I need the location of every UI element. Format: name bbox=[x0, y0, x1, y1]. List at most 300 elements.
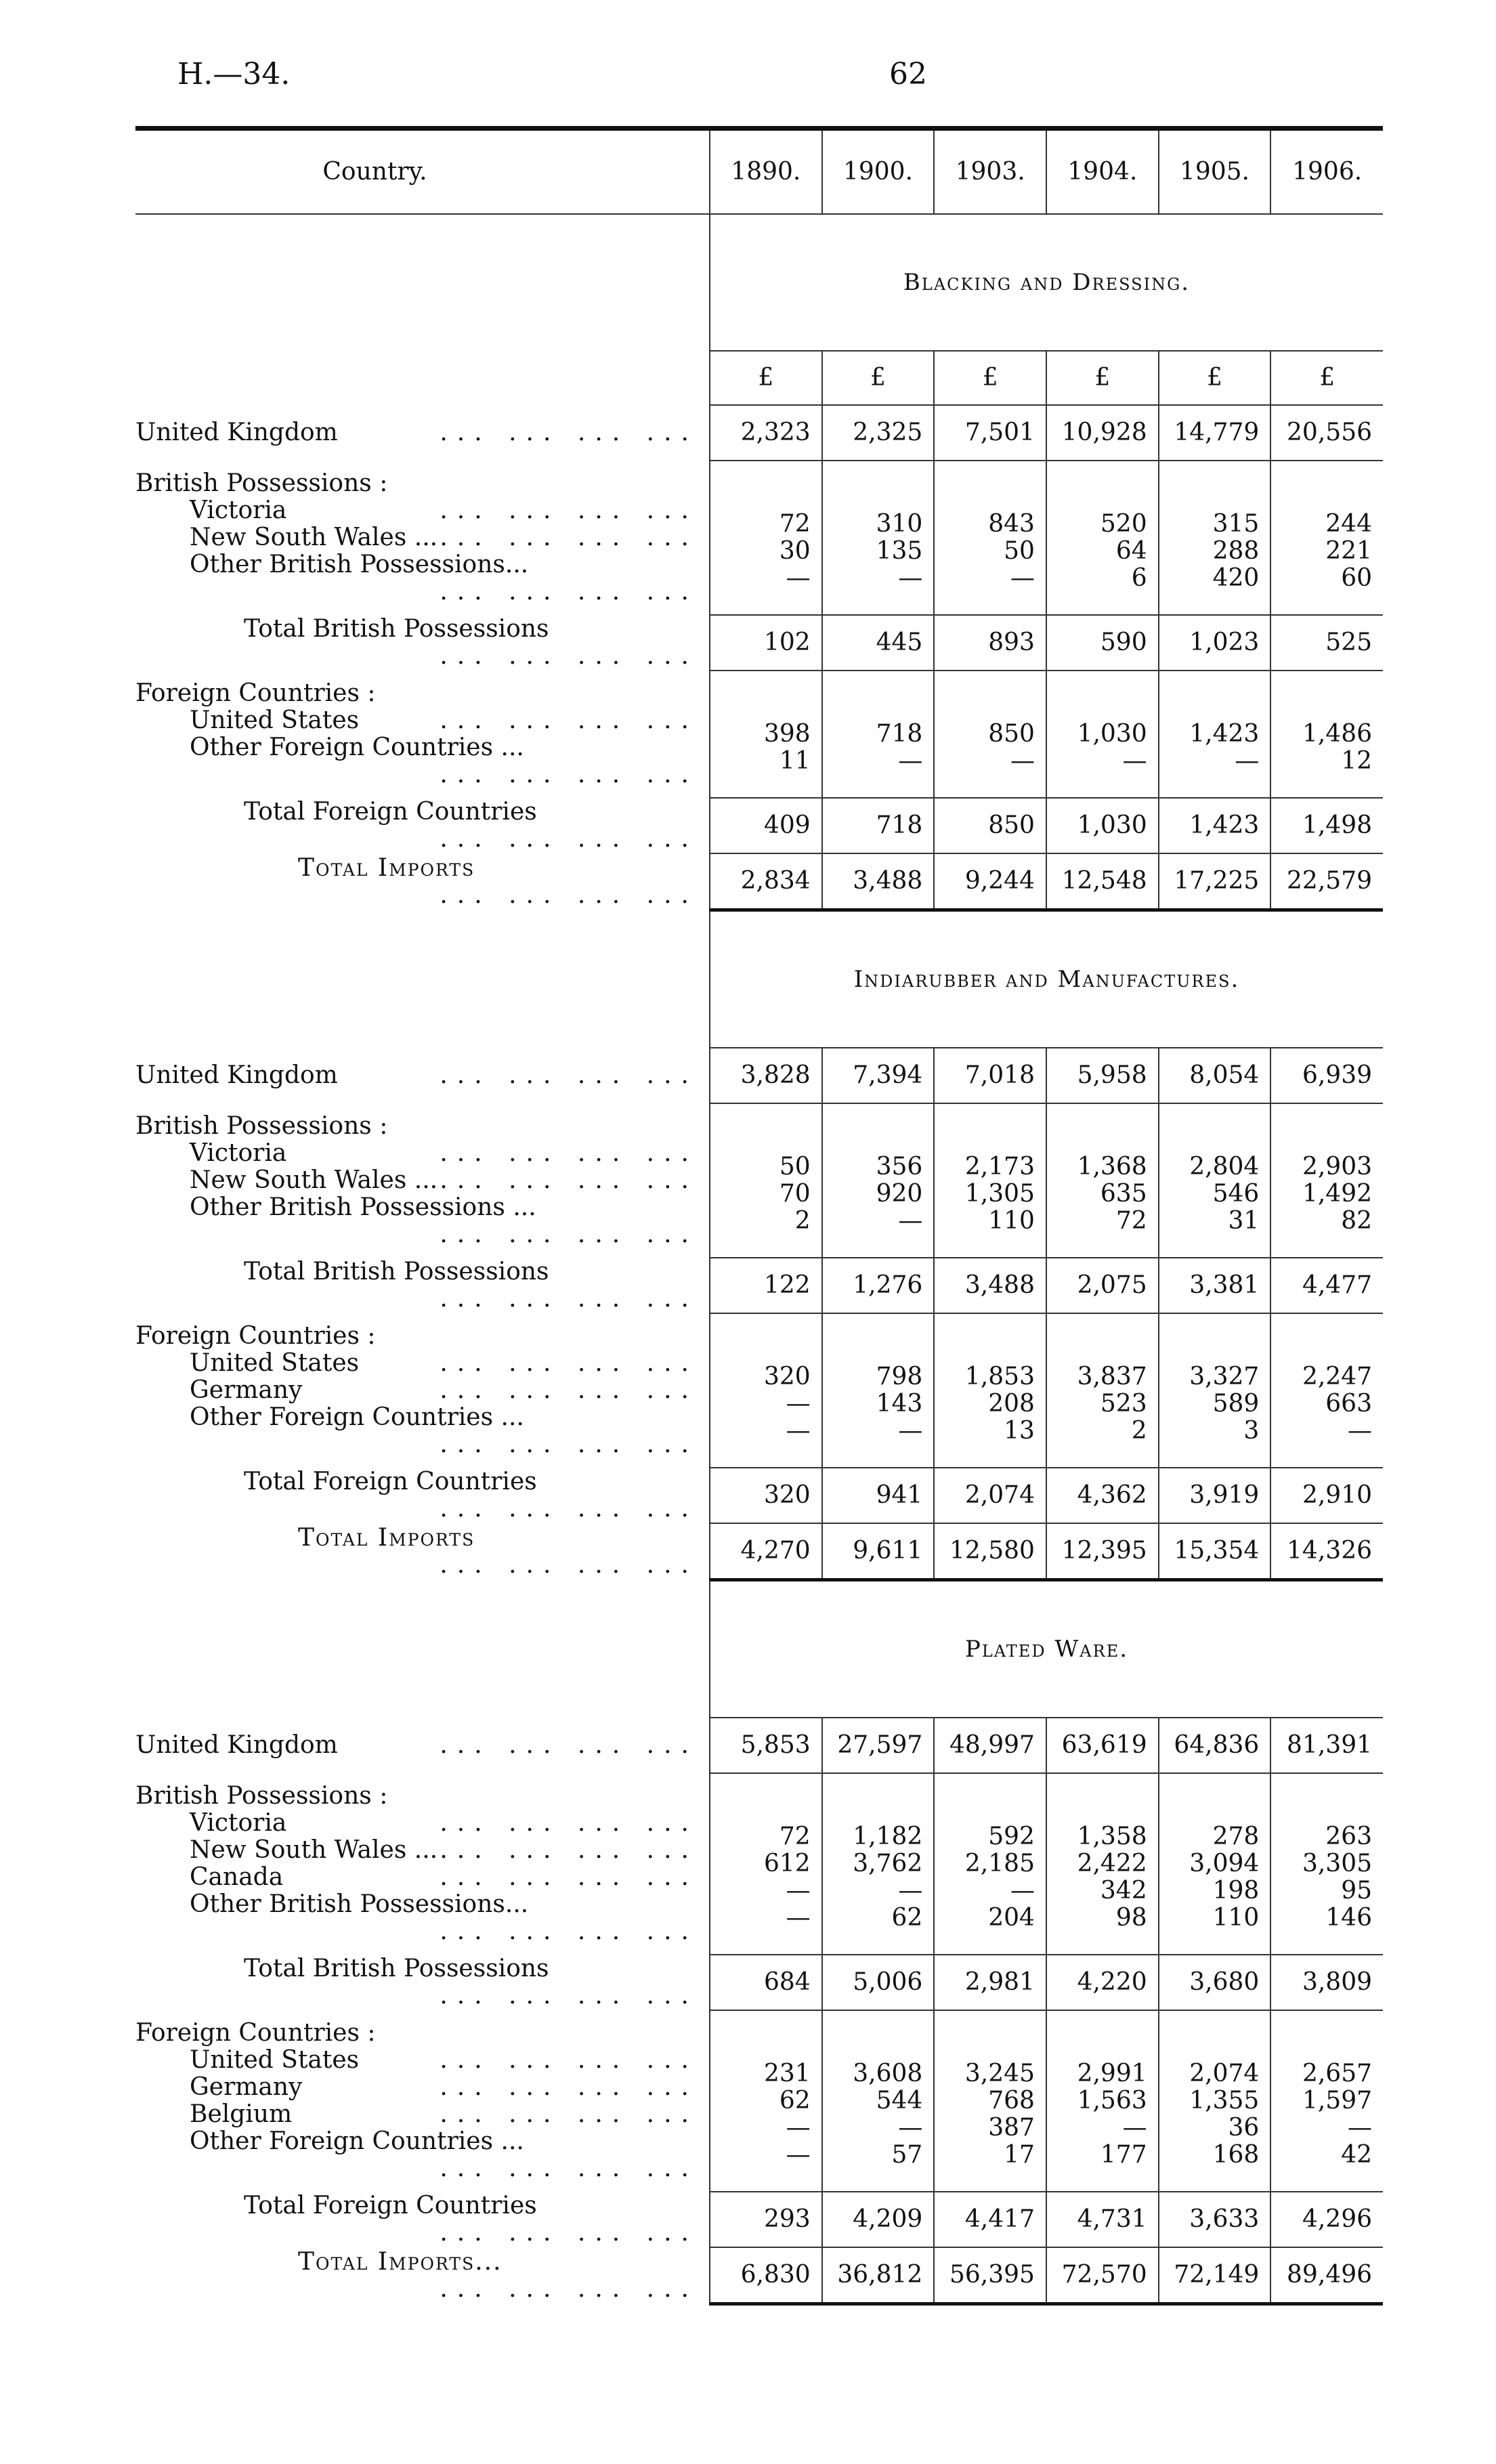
total-value: 4,417 bbox=[934, 2192, 1046, 2247]
value-cell: 320 bbox=[763, 1363, 811, 1390]
value-cell: 177 bbox=[1100, 2141, 1147, 2169]
total-value: 3,633 bbox=[1159, 2192, 1271, 2247]
value-column bbox=[1159, 1103, 1271, 1258]
group-labels bbox=[135, 1103, 710, 1258]
value-cell: 11 bbox=[779, 747, 811, 775]
total-label bbox=[135, 1955, 710, 2010]
value-cell: 72 bbox=[779, 1823, 811, 1850]
country-label bbox=[135, 497, 698, 524]
total-name: Total Foreign Countries bbox=[244, 2192, 537, 2219]
value-cell: 2,173 bbox=[964, 1153, 1035, 1181]
country-label bbox=[135, 734, 698, 788]
value-cell: 1,597 bbox=[1302, 2087, 1372, 2115]
value-cell: 1,368 bbox=[1077, 1153, 1147, 1181]
unit-symbol: £ bbox=[710, 351, 822, 405]
value-cell: 523 bbox=[1100, 1390, 1147, 1418]
value-cell: 143 bbox=[876, 1390, 923, 1418]
unit-symbol: £ bbox=[1159, 351, 1271, 405]
value-cell: 70 bbox=[779, 1180, 811, 1208]
document-reference: H.—34. bbox=[177, 57, 291, 91]
total-value: 4,477 bbox=[1270, 1258, 1383, 1313]
group-heading: Foreign Countries : bbox=[135, 1322, 376, 1350]
value-cell: 2 bbox=[1131, 1417, 1147, 1445]
country-name: Other Foreign Countries ... bbox=[190, 734, 524, 761]
dot-leader: ... ... ... ... bbox=[440, 1430, 698, 1458]
total-value: 4,296 bbox=[1270, 2192, 1383, 2247]
country-name: United Kingdom bbox=[135, 1731, 338, 1759]
group-block-row bbox=[135, 1313, 1383, 1468]
value-cell: 30 bbox=[779, 537, 811, 565]
country-name: Germany bbox=[190, 1376, 303, 1404]
value-cell: 3,828 bbox=[710, 1048, 822, 1103]
value-cell: 62 bbox=[779, 2087, 811, 2115]
table-row bbox=[135, 405, 1383, 461]
country-label bbox=[135, 2047, 698, 2074]
value-cell: — bbox=[786, 2141, 811, 2169]
total-value: 893 bbox=[934, 615, 1046, 671]
value-column bbox=[934, 2010, 1046, 2192]
section-spacer bbox=[135, 910, 710, 1048]
value-cell: 546 bbox=[1212, 1180, 1260, 1208]
total-row bbox=[135, 1468, 1383, 1523]
value-column bbox=[1046, 2010, 1159, 2192]
total-value: 684 bbox=[710, 1955, 822, 2010]
value-cell: 60 bbox=[1341, 564, 1372, 592]
value-cell: 221 bbox=[1325, 537, 1372, 565]
country-name: Other Foreign Countries ... bbox=[190, 1403, 524, 1431]
year-header: 1903. bbox=[934, 129, 1046, 215]
value-column bbox=[1046, 1313, 1159, 1468]
section-title-row bbox=[135, 910, 1383, 1048]
value-cell: 2 bbox=[794, 1207, 811, 1235]
value-column bbox=[822, 1103, 935, 1258]
grand-total-value: 9,611 bbox=[822, 1523, 935, 1580]
section-title: Plated Ware. bbox=[710, 1580, 1383, 1718]
total-value: 4,362 bbox=[1046, 1468, 1159, 1523]
value-cell: 387 bbox=[988, 2114, 1035, 2142]
value-cell: — bbox=[898, 1877, 923, 1905]
value-cell: 278 bbox=[1212, 1823, 1260, 1850]
value-cell: 204 bbox=[988, 1904, 1035, 1932]
group-labels bbox=[135, 461, 710, 615]
group-labels bbox=[135, 1313, 710, 1468]
grand-total-value: 12,395 bbox=[1046, 1523, 1159, 1580]
total-value: 3,809 bbox=[1270, 1955, 1383, 2010]
value-cell: 7,018 bbox=[934, 1048, 1046, 1103]
value-column bbox=[1046, 671, 1159, 798]
country-name: New South Wales ... bbox=[190, 524, 438, 551]
value-cell: 14,779 bbox=[1159, 405, 1271, 461]
value-column bbox=[822, 2010, 935, 2192]
country-label bbox=[135, 1864, 698, 1891]
group-block-row bbox=[135, 671, 1383, 798]
value-cell: 1,355 bbox=[1189, 2087, 1260, 2115]
value-cell: 2,074 bbox=[1189, 2060, 1260, 2087]
value-cell: 310 bbox=[876, 510, 923, 538]
group-labels bbox=[135, 2010, 710, 2192]
total-name: Total Foreign Countries bbox=[244, 1468, 537, 1495]
country-name: Victoria bbox=[190, 496, 287, 524]
grand-total-value: 9,244 bbox=[934, 853, 1046, 910]
total-value: 102 bbox=[710, 615, 822, 671]
year-header: 1906. bbox=[1270, 129, 1383, 215]
group-labels bbox=[135, 1773, 710, 1955]
country-label bbox=[135, 1193, 698, 1248]
country-label bbox=[135, 1167, 698, 1194]
dot-leader: ... ... ... ... bbox=[440, 1550, 698, 1579]
value-cell: 8,054 bbox=[1159, 1048, 1271, 1103]
country-label bbox=[135, 1140, 698, 1167]
value-cell: — bbox=[1348, 1417, 1372, 1445]
value-cell: 31 bbox=[1228, 1207, 1260, 1235]
value-cell: 7,501 bbox=[934, 405, 1046, 461]
value-cell: 64 bbox=[1115, 537, 1147, 565]
value-cell: — bbox=[786, 2114, 811, 2142]
value-column bbox=[1270, 1313, 1383, 1468]
country-name: Other Foreign Countries ... bbox=[190, 2127, 524, 2155]
group-block-row bbox=[135, 1103, 1383, 1258]
unit-symbol: £ bbox=[1046, 351, 1159, 405]
country-name: Canada bbox=[190, 1863, 284, 1891]
country-label bbox=[135, 1350, 698, 1377]
dot-leader: ... ... ... ... bbox=[440, 2046, 698, 2074]
value-cell: 231 bbox=[763, 2060, 811, 2087]
value-cell: — bbox=[898, 747, 923, 775]
total-value: 1,030 bbox=[1046, 798, 1159, 853]
imports-table bbox=[135, 126, 1383, 2306]
country-name: United Kingdom bbox=[135, 1061, 338, 1089]
value-column bbox=[822, 1773, 935, 1955]
grand-total-label bbox=[135, 1523, 710, 1580]
country-label bbox=[135, 405, 710, 461]
value-cell: 1,563 bbox=[1077, 2087, 1147, 2115]
value-cell: 48,997 bbox=[934, 1718, 1046, 1773]
value-cell: 168 bbox=[1212, 2141, 1260, 2169]
unit-spacer bbox=[135, 351, 710, 405]
grand-total-row bbox=[135, 2247, 1383, 2304]
column-header-row bbox=[135, 129, 1383, 215]
dot-leader: ... ... ... ... bbox=[440, 419, 698, 446]
value-cell: — bbox=[1010, 747, 1035, 775]
value-cell: 843 bbox=[988, 510, 1035, 538]
value-column bbox=[822, 1313, 935, 1468]
country-label bbox=[135, 1890, 698, 1945]
value-cell: 3,245 bbox=[964, 2060, 1035, 2087]
group-heading: Foreign Countries : bbox=[135, 2019, 376, 2047]
country-column-header: Country. bbox=[135, 129, 710, 215]
value-cell: 1,492 bbox=[1302, 1180, 1372, 1208]
value-cell: — bbox=[898, 1417, 923, 1445]
total-label bbox=[135, 1468, 710, 1523]
section-title: Indiarubber and Manufactures. bbox=[710, 910, 1383, 1048]
country-name: Other British Possessions ... bbox=[190, 1193, 536, 1221]
value-cell: 1,853 bbox=[964, 1363, 1035, 1390]
value-cell: 315 bbox=[1212, 510, 1260, 538]
value-cell: 110 bbox=[1212, 1904, 1260, 1932]
value-cell: 72 bbox=[779, 510, 811, 538]
value-cell: 5,853 bbox=[710, 1718, 822, 1773]
total-value: 4,209 bbox=[822, 2192, 935, 2247]
country-name: New South Wales ... bbox=[190, 1836, 438, 1864]
year-header: 1904. bbox=[1046, 129, 1159, 215]
dot-leader: ... ... ... ... bbox=[440, 825, 698, 853]
value-cell: 5,958 bbox=[1046, 1048, 1159, 1103]
grand-total-value: 89,496 bbox=[1270, 2247, 1383, 2304]
value-column bbox=[822, 671, 935, 798]
country-label bbox=[135, 2074, 698, 2101]
value-column bbox=[934, 1313, 1046, 1468]
value-column bbox=[1159, 2010, 1271, 2192]
dot-leader: ... ... ... ... bbox=[440, 706, 698, 734]
dot-leader: ... ... ... ... bbox=[440, 1139, 698, 1167]
value-cell: 635 bbox=[1100, 1180, 1147, 1208]
value-cell: 718 bbox=[876, 720, 923, 748]
value-cell: 12 bbox=[1341, 747, 1372, 775]
country-name: United Kingdom bbox=[135, 419, 338, 446]
total-name: Total British Possessions bbox=[244, 615, 549, 643]
country-label bbox=[135, 551, 698, 606]
unit-symbol: £ bbox=[822, 351, 935, 405]
value-cell: 42 bbox=[1341, 2141, 1372, 2169]
total-value: 1,276 bbox=[822, 1258, 935, 1313]
grand-total-value: 12,580 bbox=[934, 1523, 1046, 1580]
dot-leader: ... ... ... ... bbox=[440, 1836, 698, 1864]
value-cell: 50 bbox=[1004, 537, 1035, 565]
total-row bbox=[135, 798, 1383, 853]
value-cell: 2,185 bbox=[964, 1850, 1035, 1877]
country-label bbox=[135, 1718, 710, 1773]
grand-total-value: 4,270 bbox=[710, 1523, 822, 1580]
value-cell: 3 bbox=[1243, 1417, 1260, 1445]
value-cell: 663 bbox=[1325, 1390, 1372, 1418]
country-name: Victoria bbox=[190, 1809, 287, 1837]
total-value: 850 bbox=[934, 798, 1046, 853]
dot-leader: ... ... ... ... bbox=[440, 524, 698, 551]
value-cell: — bbox=[1122, 747, 1147, 775]
value-cell: 27,597 bbox=[822, 1718, 935, 1773]
value-column bbox=[710, 1103, 822, 1258]
total-value: 525 bbox=[1270, 615, 1383, 671]
total-label bbox=[135, 1258, 710, 1313]
value-column bbox=[1159, 461, 1271, 615]
total-value: 2,981 bbox=[934, 1955, 1046, 2010]
value-cell: — bbox=[1348, 2114, 1372, 2142]
value-column bbox=[822, 461, 935, 615]
total-label bbox=[135, 2192, 710, 2247]
value-cell: 2,804 bbox=[1189, 1153, 1260, 1181]
value-cell: 95 bbox=[1341, 1877, 1372, 1905]
group-heading: British Possessions : bbox=[135, 469, 388, 497]
dot-leader: ... ... ... ... bbox=[440, 2274, 698, 2303]
value-column bbox=[1270, 1773, 1383, 1955]
value-column bbox=[1159, 1313, 1271, 1468]
dot-leader: ... ... ... ... bbox=[440, 880, 698, 909]
total-value: 941 bbox=[822, 1468, 935, 1523]
country-label bbox=[135, 1377, 698, 1404]
value-column bbox=[1270, 2010, 1383, 2192]
value-cell: 2,657 bbox=[1302, 2060, 1372, 2087]
value-cell: 398 bbox=[763, 720, 811, 748]
dot-leader: ... ... ... ... bbox=[440, 1166, 698, 1194]
group-block-row bbox=[135, 1773, 1383, 1955]
value-cell: 20,556 bbox=[1270, 405, 1383, 461]
value-cell: 63,619 bbox=[1046, 1718, 1159, 1773]
value-cell: 2,991 bbox=[1077, 2060, 1147, 2087]
value-cell: 520 bbox=[1100, 510, 1147, 538]
value-cell: — bbox=[898, 564, 923, 592]
dot-leader: ... ... ... ... bbox=[440, 1809, 698, 1837]
group-heading: British Possessions : bbox=[135, 1112, 388, 1140]
grand-total-label bbox=[135, 2247, 710, 2304]
value-column bbox=[1270, 671, 1383, 798]
total-label bbox=[135, 615, 710, 671]
value-cell: 13 bbox=[1004, 1417, 1035, 1445]
page-number: 62 bbox=[889, 57, 927, 91]
total-label bbox=[135, 798, 710, 853]
total-name: Total British Possessions bbox=[244, 1955, 549, 1982]
grand-total-row bbox=[135, 853, 1383, 910]
country-name: Germany bbox=[190, 2073, 303, 2101]
section-spacer bbox=[135, 214, 710, 351]
total-name: Total British Possessions bbox=[244, 1258, 549, 1286]
total-row bbox=[135, 615, 1383, 671]
value-cell: 768 bbox=[988, 2087, 1035, 2115]
dot-leader: ... ... ... ... bbox=[440, 1220, 698, 1248]
total-value: 4,220 bbox=[1046, 1955, 1159, 2010]
year-header: 1900. bbox=[822, 129, 935, 215]
value-cell: — bbox=[786, 1877, 811, 1905]
year-header: 1905. bbox=[1159, 129, 1271, 215]
value-column bbox=[710, 1773, 822, 1955]
total-value: 2,075 bbox=[1046, 1258, 1159, 1313]
grand-total-name: Total Imports... bbox=[298, 2247, 503, 2276]
value-cell: — bbox=[1235, 747, 1260, 775]
country-label bbox=[135, 1403, 698, 1458]
country-label bbox=[135, 1837, 698, 1864]
value-column bbox=[1270, 461, 1383, 615]
value-cell: 356 bbox=[876, 1153, 923, 1181]
dot-leader: ... ... ... ... bbox=[440, 761, 698, 788]
group-heading: British Possessions : bbox=[135, 1782, 388, 1810]
dot-leader: ... ... ... ... bbox=[440, 1917, 698, 1945]
value-cell: 244 bbox=[1325, 510, 1372, 538]
country-name: Other British Possessions... bbox=[190, 1890, 529, 1918]
group-block-row bbox=[135, 2010, 1383, 2192]
value-cell: 612 bbox=[763, 1850, 811, 1877]
total-value: 718 bbox=[822, 798, 935, 853]
value-cell: 420 bbox=[1212, 564, 1260, 592]
value-cell: 544 bbox=[876, 2087, 923, 2115]
value-column bbox=[710, 671, 822, 798]
grand-total-value: 3,488 bbox=[822, 853, 935, 910]
value-cell: 798 bbox=[876, 1363, 923, 1390]
section-spacer bbox=[135, 1580, 710, 1718]
value-cell: 110 bbox=[988, 1207, 1035, 1235]
table-row bbox=[135, 1718, 1383, 1773]
value-cell: 36 bbox=[1228, 2114, 1260, 2142]
total-value: 409 bbox=[710, 798, 822, 853]
section-title-row bbox=[135, 1580, 1383, 1718]
value-cell: — bbox=[898, 1207, 923, 1235]
value-column bbox=[1046, 1773, 1159, 1955]
total-value: 2,074 bbox=[934, 1468, 1046, 1523]
dot-leader: ... ... ... ... bbox=[440, 2154, 698, 2182]
total-value: 293 bbox=[710, 2192, 822, 2247]
value-cell: 208 bbox=[988, 1390, 1035, 1418]
dot-leader: ... ... ... ... bbox=[440, 1349, 698, 1377]
value-column bbox=[1270, 1103, 1383, 1258]
value-cell: 1,305 bbox=[964, 1180, 1035, 1208]
value-cell: 62 bbox=[891, 1904, 923, 1932]
total-name: Total Foreign Countries bbox=[244, 798, 537, 826]
value-cell: — bbox=[786, 1390, 811, 1418]
value-cell: 72 bbox=[1115, 1207, 1147, 1235]
dot-leader: ... ... ... ... bbox=[440, 1982, 698, 2010]
dot-leader: ... ... ... ... bbox=[440, 496, 698, 524]
value-cell: 3,327 bbox=[1189, 1363, 1260, 1390]
dot-leader: ... ... ... ... bbox=[440, 1061, 698, 1089]
value-cell: 3,837 bbox=[1077, 1363, 1147, 1390]
grand-total-row bbox=[135, 1523, 1383, 1580]
total-value: 1,023 bbox=[1159, 615, 1271, 671]
unit-symbol: £ bbox=[1270, 351, 1383, 405]
total-value: 1,498 bbox=[1270, 798, 1383, 853]
value-cell: 17 bbox=[1004, 2141, 1035, 2169]
country-label bbox=[135, 2101, 698, 2128]
grand-total-label bbox=[135, 853, 710, 910]
section-title: Blacking and Dressing. bbox=[710, 214, 1383, 351]
table-row bbox=[135, 1048, 1383, 1103]
grand-total-value: 15,354 bbox=[1159, 1523, 1271, 1580]
group-labels bbox=[135, 671, 710, 798]
value-column bbox=[710, 2010, 822, 2192]
value-cell: 10,928 bbox=[1046, 405, 1159, 461]
value-cell: 6,939 bbox=[1270, 1048, 1383, 1103]
value-cell: 1,030 bbox=[1077, 720, 1147, 748]
value-column bbox=[1159, 671, 1271, 798]
value-cell: — bbox=[786, 564, 811, 592]
value-cell: — bbox=[786, 1417, 811, 1445]
value-cell: 342 bbox=[1100, 1877, 1147, 1905]
dot-leader: ... ... ... ... bbox=[440, 1376, 698, 1404]
value-column bbox=[1159, 1773, 1271, 1955]
dot-leader: ... ... ... ... bbox=[440, 1495, 698, 1523]
dot-leader: ... ... ... ... bbox=[440, 1285, 698, 1313]
country-label bbox=[135, 707, 698, 734]
unit-symbol: £ bbox=[934, 351, 1046, 405]
country-label bbox=[135, 2127, 698, 2182]
value-cell: 920 bbox=[876, 1180, 923, 1208]
value-cell: 2,323 bbox=[710, 405, 822, 461]
grand-total-name: Total Imports bbox=[298, 853, 475, 882]
group-heading: Foreign Countries : bbox=[135, 679, 376, 707]
value-cell: — bbox=[1122, 2114, 1147, 2142]
country-name: Victoria bbox=[190, 1139, 287, 1167]
value-cell: 263 bbox=[1325, 1823, 1372, 1850]
country-name: Belgium bbox=[190, 2100, 293, 2128]
section-title-row bbox=[135, 214, 1383, 351]
unit-row bbox=[135, 351, 1383, 405]
country-label bbox=[135, 1048, 710, 1103]
value-cell: — bbox=[786, 1904, 811, 1932]
grand-total-value: 36,812 bbox=[822, 2247, 935, 2304]
value-cell: 1,358 bbox=[1077, 1823, 1147, 1850]
total-value: 2,910 bbox=[1270, 1468, 1383, 1523]
group-block-row bbox=[135, 461, 1383, 615]
value-cell: 3,608 bbox=[853, 2060, 923, 2087]
value-cell: 1,182 bbox=[853, 1823, 923, 1850]
value-column bbox=[1046, 1103, 1159, 1258]
